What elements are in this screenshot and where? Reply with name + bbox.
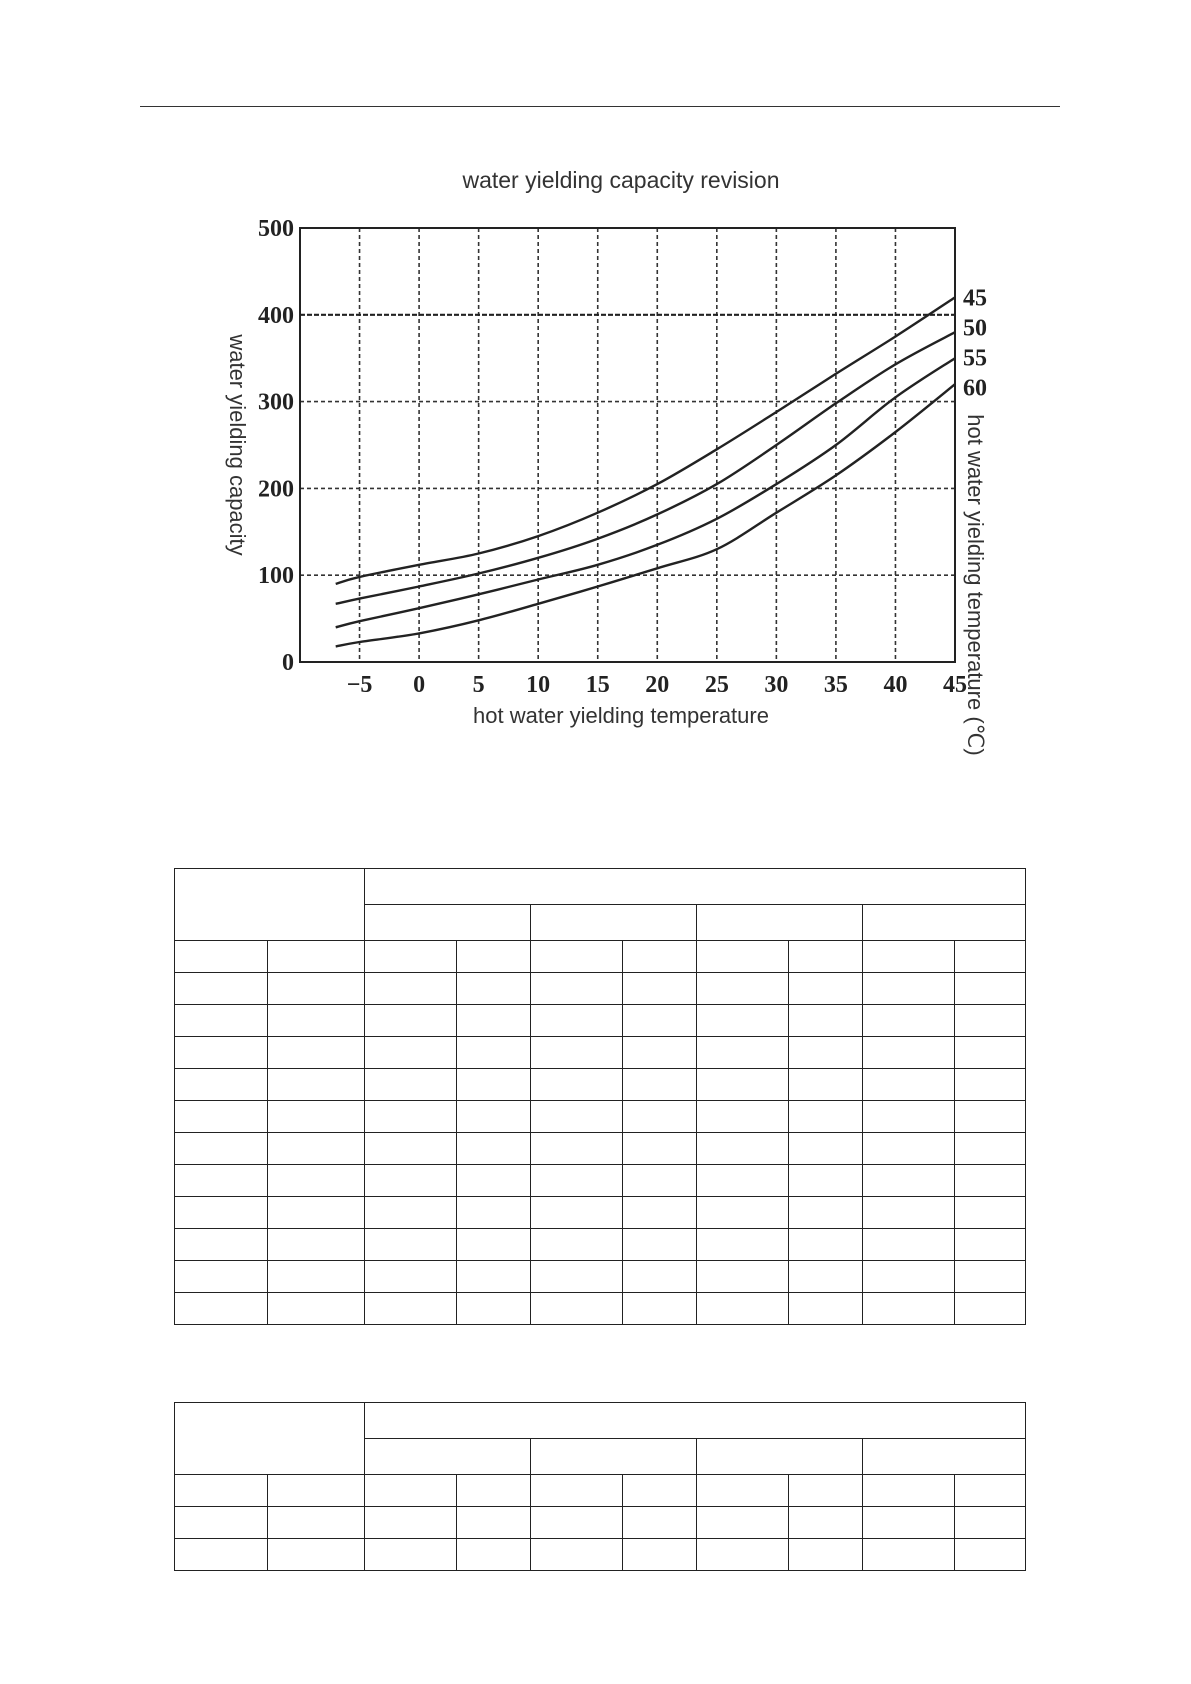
table-cell — [955, 1005, 1026, 1037]
y-axis-label: water yielding capacity — [225, 334, 250, 556]
x-tick-label: 15 — [585, 672, 610, 698]
table-cell — [789, 1539, 863, 1571]
table-row — [175, 1197, 1026, 1229]
series-label-45: 45 — [963, 285, 987, 312]
table-cell — [955, 1475, 1026, 1507]
table-cell — [268, 1005, 365, 1037]
table-cell — [175, 941, 268, 973]
table-cell — [268, 1293, 365, 1325]
table-cell — [789, 1005, 863, 1037]
table-cell — [789, 1261, 863, 1293]
table-cell — [789, 973, 863, 1005]
table-cell — [955, 1165, 1026, 1197]
table-cell — [863, 1005, 955, 1037]
table-header-cell — [365, 1439, 531, 1475]
table-cell — [175, 1101, 268, 1133]
table-cell — [457, 1101, 531, 1133]
y-tick-label: 0 — [282, 650, 294, 676]
table-cell — [268, 1507, 365, 1539]
table-header-cell — [697, 905, 863, 941]
table-cell — [863, 1293, 955, 1325]
table-cell — [365, 1037, 457, 1069]
table-cell — [365, 1475, 457, 1507]
table-cell — [365, 1539, 457, 1571]
table-row — [175, 1037, 1026, 1069]
table-cell — [863, 1507, 955, 1539]
table-cell — [531, 1539, 623, 1571]
table-cell — [268, 1037, 365, 1069]
table-header-cell — [365, 905, 531, 941]
table-cell — [175, 1037, 268, 1069]
table-cell — [623, 1069, 697, 1101]
table-header-group — [365, 1403, 1026, 1439]
table-cell — [863, 941, 955, 973]
table-row — [175, 1069, 1026, 1101]
table-cell — [531, 1507, 623, 1539]
table-cell — [268, 973, 365, 1005]
table-header-group — [365, 869, 1026, 905]
grid — [300, 228, 955, 662]
table-cell — [955, 941, 1026, 973]
series-label-60: 60 — [963, 375, 987, 402]
x-tick-label: 0 — [413, 672, 426, 698]
table-row — [175, 1133, 1026, 1165]
table-cell — [623, 1133, 697, 1165]
table-header-cell — [531, 1439, 697, 1475]
table-cell — [531, 1133, 623, 1165]
table-cell — [268, 1539, 365, 1571]
table-cell — [268, 1229, 365, 1261]
table-cell — [175, 1197, 268, 1229]
table-cell — [697, 1069, 789, 1101]
table-cell — [789, 1293, 863, 1325]
table-cell — [789, 941, 863, 973]
table-cell — [268, 1133, 365, 1165]
table-cell — [863, 1037, 955, 1069]
plot-frame — [300, 228, 955, 662]
table-header-corner — [175, 869, 365, 941]
table-cell — [457, 1133, 531, 1165]
table-cell — [697, 1037, 789, 1069]
table-cell — [175, 973, 268, 1005]
table-cell — [697, 1005, 789, 1037]
chart-title: water yielding capacity revision — [462, 167, 780, 193]
table-cell — [697, 1539, 789, 1571]
table-cell — [697, 1133, 789, 1165]
table-row — [175, 941, 1026, 973]
table-cell — [365, 1005, 457, 1037]
table-header-cell — [863, 1439, 1026, 1475]
table-cell — [789, 1507, 863, 1539]
capacity-chart — [0, 0, 1191, 780]
y-tick-label: 200 — [258, 476, 294, 503]
table-header-cell — [531, 905, 697, 941]
table-cell — [457, 1197, 531, 1229]
table-cell — [175, 1133, 268, 1165]
table-cell — [623, 1507, 697, 1539]
table-cell — [863, 1069, 955, 1101]
table-cell — [789, 1197, 863, 1229]
x-axis-label: hot water yielding temperature — [473, 703, 769, 728]
table-cell — [175, 1539, 268, 1571]
data-table-2 — [174, 1402, 1026, 1571]
table-cell — [789, 1037, 863, 1069]
table-cell — [268, 1165, 365, 1197]
table-cell — [365, 1507, 457, 1539]
table-cell — [457, 1293, 531, 1325]
table-row — [175, 1101, 1026, 1133]
x-tick-label: 25 — [704, 672, 729, 698]
table-cell — [175, 1069, 268, 1101]
series-label-50: 50 — [963, 315, 987, 342]
table-cell — [955, 1197, 1026, 1229]
table-header-corner — [175, 1403, 365, 1475]
table-cell — [175, 1229, 268, 1261]
table-row — [175, 1005, 1026, 1037]
table-cell — [531, 1037, 623, 1069]
table-cell — [697, 1475, 789, 1507]
table-cell — [697, 941, 789, 973]
table-cell — [789, 1229, 863, 1261]
table-cell — [365, 1133, 457, 1165]
table-cell — [863, 1261, 955, 1293]
table-cell — [365, 1293, 457, 1325]
table-cell — [365, 1229, 457, 1261]
table-cell — [365, 1165, 457, 1197]
table-cell — [457, 1475, 531, 1507]
table-cell — [789, 1101, 863, 1133]
table-cell — [789, 1069, 863, 1101]
table-cell — [697, 1165, 789, 1197]
table-cell — [531, 1261, 623, 1293]
table-cell — [365, 1197, 457, 1229]
x-tick-label: −5 — [346, 672, 373, 698]
table-cell — [863, 1133, 955, 1165]
table-cell — [268, 1197, 365, 1229]
table-row — [175, 1475, 1026, 1507]
series-line-45 — [336, 297, 955, 584]
table-cell — [697, 1261, 789, 1293]
y-tick-label: 400 — [258, 302, 294, 329]
y-tick-label: 500 — [258, 216, 294, 242]
table-header-cell — [697, 1439, 863, 1475]
table-cell — [457, 1539, 531, 1571]
table-cell — [268, 1069, 365, 1101]
table-cell — [623, 1475, 697, 1507]
table-cell — [623, 973, 697, 1005]
table-cell — [175, 1507, 268, 1539]
table-cell — [268, 1475, 365, 1507]
table-cell — [457, 1229, 531, 1261]
table-cell — [697, 1101, 789, 1133]
table-cell — [955, 1101, 1026, 1133]
table-cell — [863, 1165, 955, 1197]
table-cell — [365, 1069, 457, 1101]
table-cell — [457, 973, 531, 1005]
x-tick-label: 30 — [764, 672, 789, 698]
y-tick-label: 300 — [258, 389, 294, 416]
y-tick-label: 100 — [258, 563, 294, 590]
table-cell — [531, 1101, 623, 1133]
table-cell — [623, 941, 697, 973]
table-cell — [175, 1475, 268, 1507]
table-cell — [623, 1037, 697, 1069]
table-cell — [268, 941, 365, 973]
table-cell — [863, 1197, 955, 1229]
table-cell — [175, 1261, 268, 1293]
table-cell — [697, 1507, 789, 1539]
x-tick-label: 40 — [883, 672, 908, 698]
table-cell — [955, 1069, 1026, 1101]
table-cell — [457, 941, 531, 973]
table-cell — [955, 1037, 1026, 1069]
table-row — [175, 1539, 1026, 1571]
table-cell — [623, 1229, 697, 1261]
table-cell — [623, 1293, 697, 1325]
table-cell — [531, 1005, 623, 1037]
table-cell — [955, 1133, 1026, 1165]
table-cell — [531, 1165, 623, 1197]
table-cell — [531, 1229, 623, 1261]
table-cell — [623, 1005, 697, 1037]
table-cell — [268, 1101, 365, 1133]
table-row — [175, 1229, 1026, 1261]
table-cell — [365, 1101, 457, 1133]
table-cell — [623, 1197, 697, 1229]
table-cell — [623, 1101, 697, 1133]
table-cell — [863, 1539, 955, 1571]
table-cell — [457, 1005, 531, 1037]
table-cell — [623, 1165, 697, 1197]
table-row — [175, 1165, 1026, 1197]
table-cell — [457, 1507, 531, 1539]
table-cell — [697, 973, 789, 1005]
table-cell — [175, 1293, 268, 1325]
table-cell — [531, 1069, 623, 1101]
table-cell — [457, 1165, 531, 1197]
table-cell — [175, 1165, 268, 1197]
table-cell — [268, 1261, 365, 1293]
right-axis-label: hot water yielding temperature (℃) — [963, 414, 988, 756]
table-cell — [863, 1475, 955, 1507]
table-cell — [955, 1261, 1026, 1293]
table-row — [175, 1507, 1026, 1539]
table-cell — [365, 941, 457, 973]
x-tick-label: 5 — [472, 672, 485, 698]
table-cell — [457, 1069, 531, 1101]
table-cell — [175, 1005, 268, 1037]
x-tick-label: 10 — [526, 672, 551, 698]
table-cell — [531, 1475, 623, 1507]
data-table-1 — [174, 868, 1026, 1325]
table-cell — [789, 1133, 863, 1165]
table-cell — [457, 1037, 531, 1069]
x-tick-label: 35 — [823, 672, 848, 698]
table-cell — [697, 1293, 789, 1325]
table-cell — [365, 1261, 457, 1293]
series-labels — [963, 285, 987, 401]
table-cell — [365, 973, 457, 1005]
series-label-55: 55 — [963, 345, 987, 372]
table-cell — [531, 1293, 623, 1325]
table-cell — [863, 1101, 955, 1133]
series-lines — [336, 297, 955, 646]
table-cell — [955, 1293, 1026, 1325]
table-row — [175, 973, 1026, 1005]
table-cell — [789, 1475, 863, 1507]
table-cell — [863, 973, 955, 1005]
series-line-55 — [336, 358, 955, 627]
x-tick-label: 20 — [645, 672, 670, 698]
table-cell — [863, 1229, 955, 1261]
table-cell — [697, 1229, 789, 1261]
table-header-cell — [863, 905, 1026, 941]
x-tick-label: 45 — [943, 672, 967, 698]
table-cell — [531, 941, 623, 973]
table-cell — [955, 1229, 1026, 1261]
table-cell — [623, 1261, 697, 1293]
table-cell — [531, 973, 623, 1005]
table-row — [175, 1293, 1026, 1325]
table-row — [175, 1261, 1026, 1293]
table-cell — [789, 1165, 863, 1197]
table-cell — [531, 1197, 623, 1229]
table-cell — [623, 1539, 697, 1571]
table-cell — [955, 1539, 1026, 1571]
table-cell — [457, 1261, 531, 1293]
table-cell — [955, 1507, 1026, 1539]
table-cell — [697, 1197, 789, 1229]
table-cell — [955, 973, 1026, 1005]
